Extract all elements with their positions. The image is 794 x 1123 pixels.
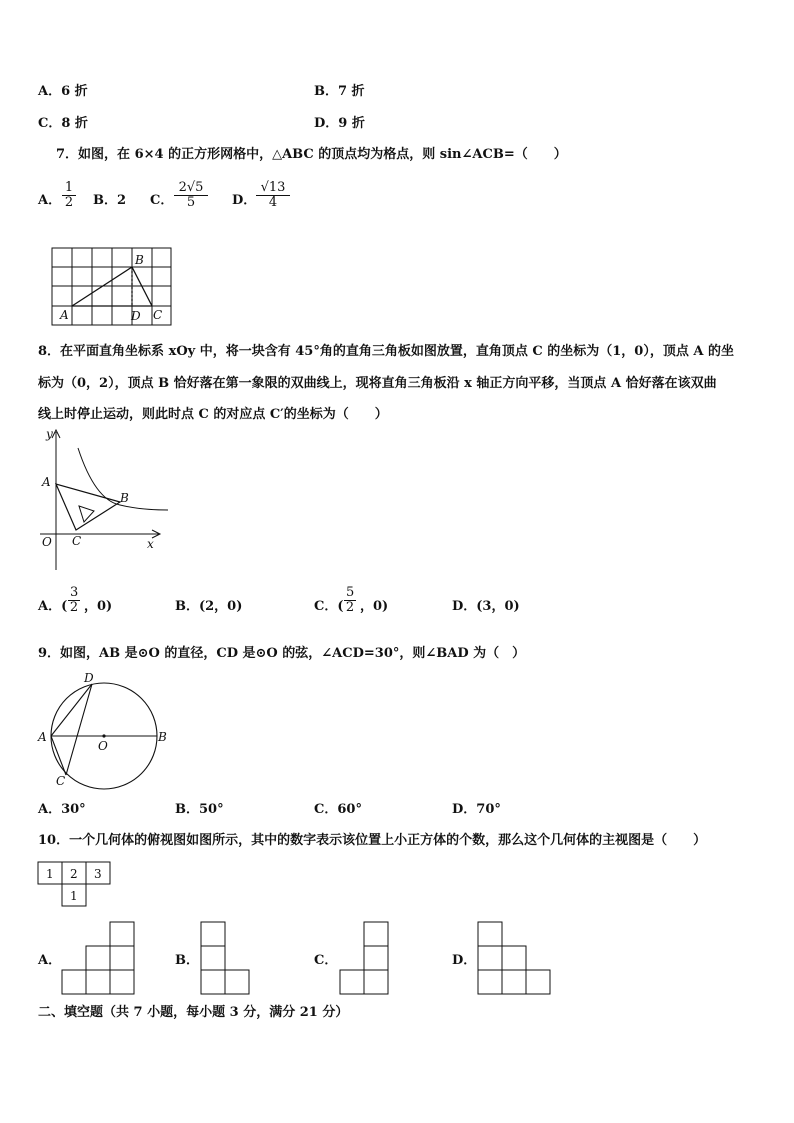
q8-c-numerator: 5 [346, 585, 355, 600]
q9-stem: 9．如图，AB 是⊙O 的直径，CD 是⊙O 的弦，∠ACD=30°，则∠BAD 为（ ） [38, 646, 526, 661]
q10-figure-b [201, 922, 249, 994]
q10-option-b-label: B． [175, 953, 199, 968]
q8-option-b: B．(2，0) [175, 599, 243, 614]
q8-label-o: O [42, 535, 52, 549]
q8-stem-line3: 线上时停止运动，则此时点 C 的对应点 C′的坐标为（ ） [38, 407, 388, 422]
q9-label-b: B [158, 730, 167, 744]
q8-a-numerator: 3 [70, 585, 79, 600]
q10-figure-c [340, 922, 388, 994]
q8-label-x: x [147, 537, 154, 551]
q7-d-denominator: 4 [268, 195, 278, 210]
q10-stem: 10．一个几何体的俯视图如图所示，其中的数字表示该位置上小正方体的个数，那么这个几何体的主视图是（ ） [38, 833, 707, 848]
q7-stem: 7．如图，在 6×4 的正方形网格中，△ABC 的顶点均为格点，则 sin∠ACB=（ ） [56, 147, 567, 162]
q7-option-a-label: A． [38, 193, 62, 208]
q10-option-d-label: D． [452, 953, 477, 968]
q10-option-c-label: C． [314, 953, 338, 968]
q8-option-a-label: A．( [38, 599, 68, 614]
q9-label-d: D [84, 671, 94, 685]
q10-cell-4: 1 [70, 889, 78, 903]
section2-heading: 二、填空题（共 7 小题，每小题 3 分，满分 21 分） [38, 1005, 349, 1020]
q7-label-d: D [131, 309, 141, 323]
q9-option-b: B．50° [175, 802, 224, 817]
q7-d-numerator: √13 [256, 181, 290, 196]
q7-option-c-label: C． [150, 193, 174, 208]
q7-label-b: B [135, 253, 144, 267]
q8-c-denominator: 2 [345, 600, 355, 615]
q8-stem-line1: 8．在平面直角坐标系 xOy 中，将一块含有 45°角的直角三角板如图放置，直角顶点 C 的坐标为（1，0），顶点 A 的坐 [38, 344, 734, 359]
q6-option-d: D．9 折 [314, 116, 365, 131]
q7-c-denominator: 5 [186, 195, 196, 210]
q10-figure-a [62, 922, 134, 994]
q10-cell-2: 2 [70, 867, 78, 881]
q9-option-d: D．70° [452, 802, 501, 817]
q10-figure-d [478, 922, 550, 994]
q9-label-a: A [38, 730, 47, 744]
q9-label-o: O [98, 739, 108, 753]
q9-option-c: C．60° [314, 802, 362, 817]
q9-option-a: A．30° [38, 802, 86, 817]
q10-option-a-label: A． [38, 953, 62, 968]
q8-option-c-label: C．( [314, 599, 344, 614]
q8-option-c-tail: ，0) [360, 599, 389, 614]
q6-option-b: B．7 折 [314, 84, 365, 99]
q10-cell-1: 1 [46, 867, 54, 881]
q9-label-c: C [56, 774, 66, 788]
q8-label-a: A [42, 475, 51, 489]
q7-a-denominator: 2 [64, 195, 74, 210]
q8-option-d: D．(3，0) [452, 599, 520, 614]
q8-stem-line2: 标为（0，2），顶点 B 恰好落在第一象限的双曲线上，现将直角三角板沿 x 轴正方向平移，当顶点 A 恰好落在该双曲 [38, 376, 717, 391]
q7-option-b: B．2 [93, 193, 127, 208]
q6-option-c: C．8 折 [38, 116, 88, 131]
q7-option-d-label: D． [232, 193, 257, 208]
q8-label-c: C [72, 534, 82, 548]
q7-label-c: C [153, 308, 163, 322]
q8-label-b: B [120, 491, 129, 505]
q10-cell-3: 3 [94, 867, 102, 881]
q8-a-denominator: 2 [69, 600, 79, 615]
q6-option-a: A．6 折 [38, 84, 88, 99]
q7-a-numerator: 1 [62, 181, 76, 196]
q8-option-a-tail: ，0) [84, 599, 113, 614]
q8-label-y: y [46, 427, 53, 441]
q7-label-a: A [60, 308, 69, 322]
q7-c-numerator: 2√5 [174, 181, 208, 196]
